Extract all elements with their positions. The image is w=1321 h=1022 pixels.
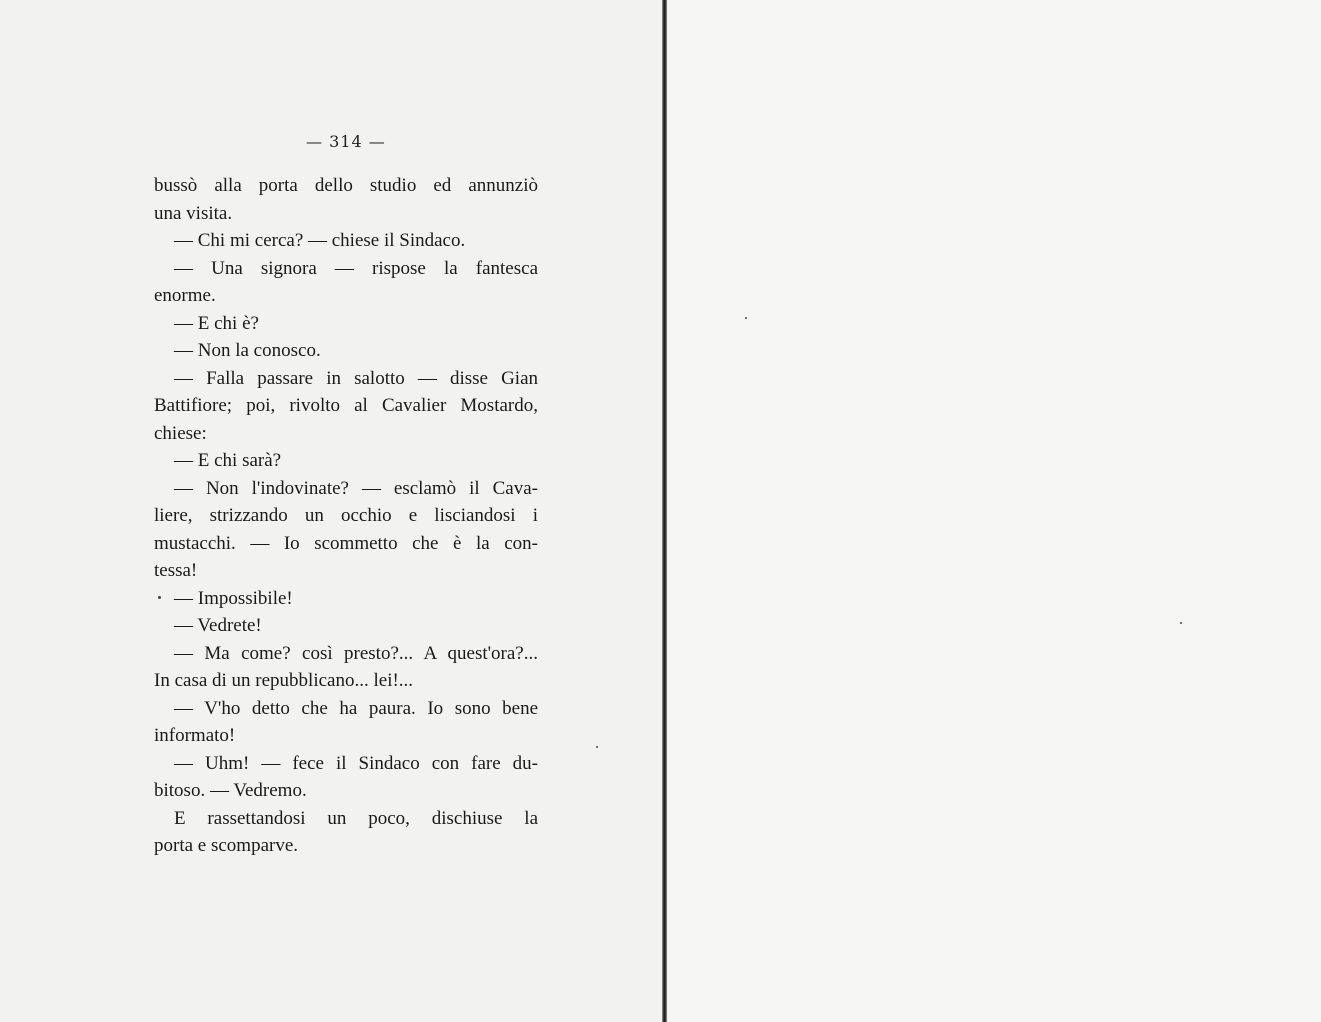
text-line: — V'ho detto che ha paura. Io sono bene — [174, 697, 538, 719]
scan-speck — [745, 317, 747, 319]
text-line: chiese: — [154, 422, 207, 444]
text-line: bitoso. — Vedremo. — [154, 780, 307, 801]
left-page-number: — 314 — — [306, 132, 386, 151]
text-line: enorme. — [154, 285, 216, 306]
text-line: — Chi mi cerca? — chiese il Sindaco. — [174, 230, 466, 251]
text-line: Battifiore; poi, rivolto al Cavalier Mostardo, — [154, 395, 538, 416]
book-gutter — [662, 0, 667, 1022]
text-line: E rassettandosi un poco, dischiuse la — [174, 807, 538, 829]
text-line: — Impossibile! — [174, 587, 293, 609]
text-line: In casa di un repubblicano... lei!... — [154, 670, 414, 691]
text-line: tessa! — [154, 560, 198, 581]
text-line: mustacchi. — Io scommetto che è la con- — [154, 532, 538, 554]
text-line: — Non l'indovinate? — esclamò il Cava- — [174, 477, 538, 499]
scan-speck — [1180, 622, 1182, 624]
text-line: — Vedrete! — [174, 615, 262, 636]
text-line: bussò alla porta dello studio ed annunziò — [154, 175, 538, 196]
text-line: informato! — [154, 725, 236, 746]
right-page — [668, 0, 1321, 1022]
text-line: — Non la conosco. — [174, 340, 321, 361]
text-line: porta e scomparve. — [154, 835, 299, 856]
text-line: liere, strizzando un occhio e lisciandosi i — [154, 505, 538, 526]
text-line: una visita. — [154, 202, 233, 224]
text-line: — E chi è? — [174, 312, 259, 334]
text-line: — E chi sarà? — [174, 450, 282, 471]
left-page-text — [154, 172, 538, 860]
text-line: — Falla passare in salotto — disse Gian — [174, 367, 538, 389]
text-line: — Una signora — rispose la fantesca — [174, 257, 538, 279]
scan-speck — [596, 746, 598, 748]
text-line: — Uhm! — fece il Sindaco con fare du- — [174, 752, 538, 774]
scan-speck — [158, 596, 161, 599]
text-line: — Ma come? così presto?... A quest'ora?... — [174, 642, 538, 664]
